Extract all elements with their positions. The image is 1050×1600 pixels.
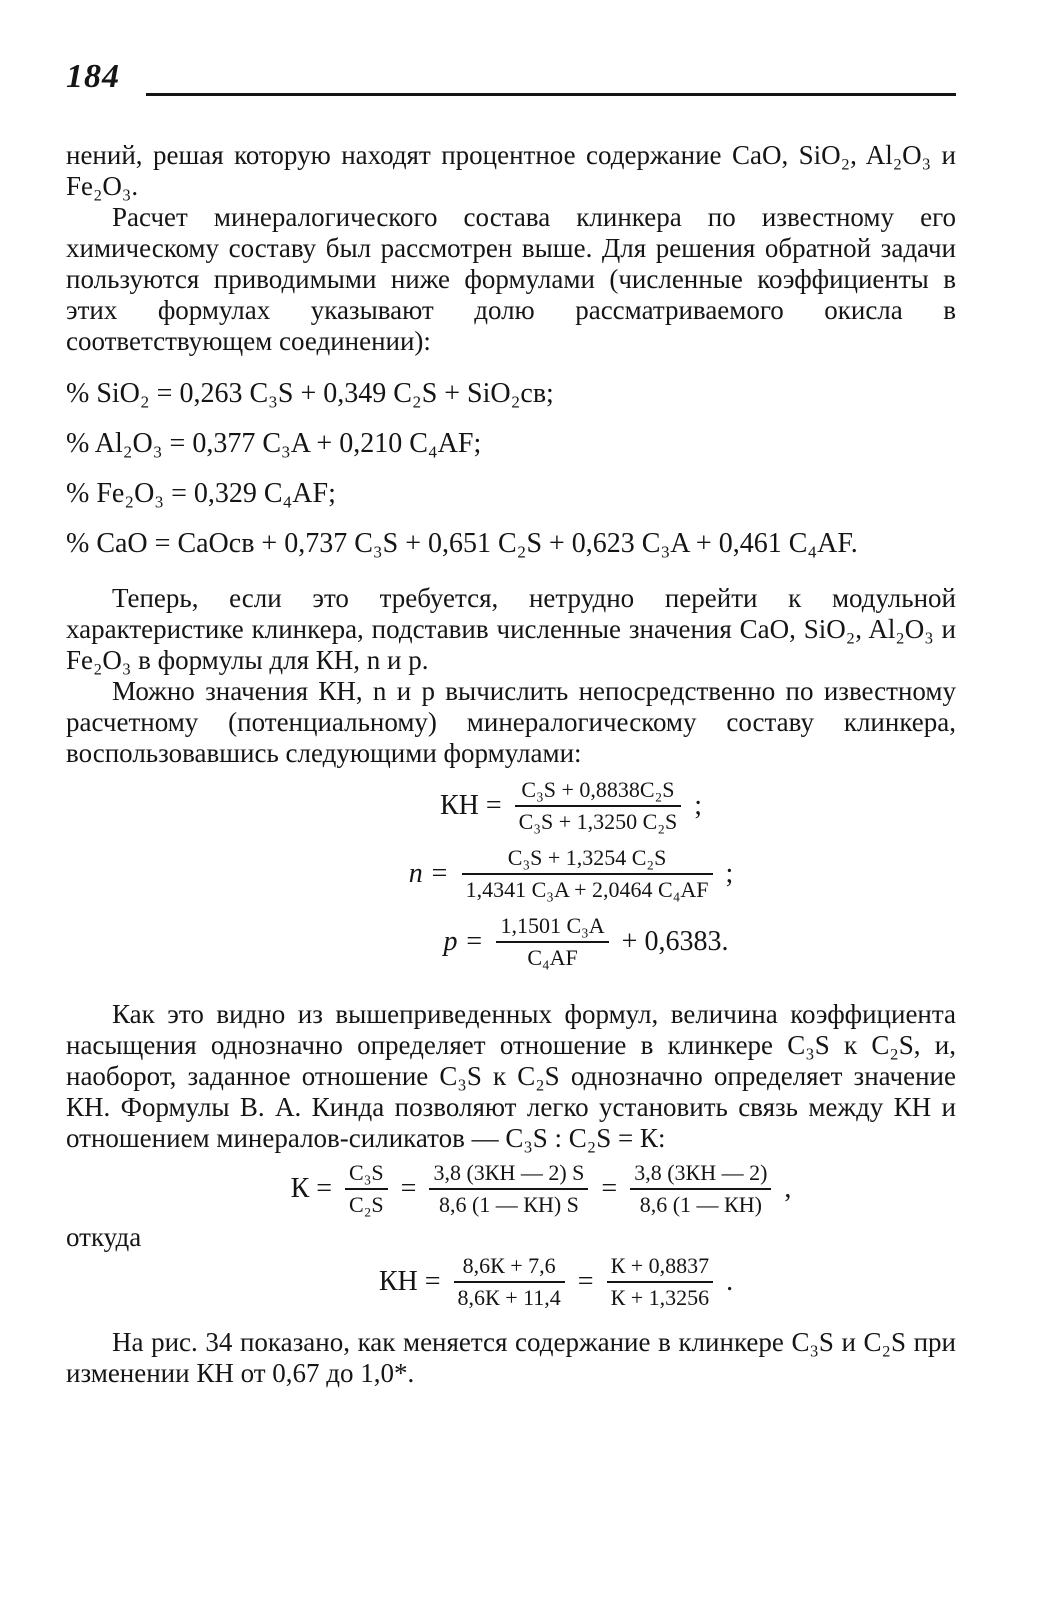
paragraph-2: Расчет минералогического состава клинкера по известному его химическому составу был рассмотрен выше. Для решения обратной задачи пользуются приводимыми ниже формулами (численные коэффициенты в этих формулах указывают долю рассматриваемого окисла в соответствующем соединении): (66, 202, 956, 356)
paragraph-6: На рис. 34 показано, как меняется содержание в клинкере C₃S и C₂S при изменении КН от 0,67 до 1,0*. (66, 1327, 956, 1388)
formula-k-fraction-3-numerator: 3,8 (3КН — 2) (630, 1160, 771, 1190)
formula-k-fraction-2-numerator: 3,8 (3КН — 2) S (429, 1160, 588, 1190)
formula-k-equals-1: = (400, 1173, 417, 1204)
page-number: 184 (66, 58, 120, 95)
formula-kn-numerator: C₃S + 0,8838C₂S (515, 777, 682, 807)
oxide-formulas (66, 369, 956, 569)
formula-k-fraction-3 (630, 1160, 771, 1218)
formula-k-fraction-1-denominator: C₂S (349, 1192, 384, 1217)
formula-n-denominator: 1,4341 C₃A + 2,0464 C₄AF (465, 877, 709, 902)
formula-p-lhs: p = (443, 926, 484, 957)
formula-kn-kind-fraction-1-numerator: 8,6К + 7,6 (454, 1253, 565, 1283)
paragraph-5: Как это видно из вышеприведенных формул, величина коэффициента насыщения однозначно определяет отношение в клинкере C₃S к C₂S, и, наоборот, заданное отношение C₃S к C₂S однозначно определяет значение КН. Формулы В. А. Кинда позволяют легко установить связь между КН и отношением минералов-силикатов — C₃S : C₂S = К: (66, 999, 956, 1153)
formula-al2o3: % Al₂O₃ = 0,377 C₃A + 0,210 C₄AF; (66, 428, 482, 459)
formula-kn-tail: ; (694, 790, 703, 821)
formula-k-tail: , (784, 1173, 792, 1204)
formula-n-fraction (462, 845, 713, 903)
page-body (66, 140, 956, 1389)
formula-k-fraction-1 (345, 1160, 388, 1218)
formula-kn-kind-tail: . (726, 1266, 734, 1297)
formula-n (66, 845, 956, 903)
formula-kn-kind-fraction-2-denominator: К + 1,3256 (610, 1285, 710, 1310)
formula-k (66, 1160, 956, 1218)
formula-p-numerator: 1,1501 C₃A (496, 913, 608, 943)
formula-kn-kind-fraction-2-numerator: К + 0,8837 (607, 1253, 714, 1283)
kind-formulas (66, 1160, 956, 1311)
formula-fe2o3: % Fe₂O₃ = 0,329 C₄AF; (66, 478, 336, 509)
formula-kn-fraction (515, 777, 682, 835)
paragraph-1: нений, решая которую находят процентное содержание CaO, SiO₂, Al₂O₃ и Fe₂O₃. (66, 140, 956, 201)
formula-p-denominator: C₄AF (527, 945, 578, 970)
formula-k-fraction-1-numerator: C₃S (345, 1160, 388, 1190)
formula-kn-kind-fraction-1 (454, 1253, 565, 1311)
formula-n-numerator: C₃S + 1,3254 C₂S (462, 845, 713, 875)
formula-kn (66, 777, 956, 835)
formula-kn-kind-fraction-2 (607, 1253, 714, 1311)
formula-p-fraction (496, 913, 608, 971)
formula-k-fraction-2 (429, 1160, 588, 1218)
formula-cao: % CaO = CaOсв + 0,737 C₃S + 0,651 C₂S + 0,623 C₃A + 0,461 C₄AF. (66, 528, 858, 559)
formula-k-equals-2: = (601, 1173, 618, 1204)
word-otkuda: откуда (66, 1222, 142, 1252)
header-rule (146, 93, 956, 96)
formula-p (66, 913, 956, 971)
formula-kn-kind (66, 1253, 956, 1311)
formula-kn-lhs: КН = (439, 790, 502, 821)
formula-kn-kind-lhs: КН = (378, 1266, 441, 1297)
formula-n-tail: ; (725, 858, 734, 889)
formula-p-tail: + 0,6383. (621, 926, 729, 957)
paragraph-4: Можно значения КН, n и p вычислить непосредственно по известному расчетному (потенциальному) минералогическому составу клинкера, воспользовавшись следующими формулами: (66, 676, 956, 768)
formula-kn-denominator: C₃S + 1,3250 C₂S (518, 809, 678, 834)
formula-k-fraction-3-denominator: 8,6 (1 — КН) (639, 1192, 762, 1217)
formula-k-fraction-2-denominator: 8,6 (1 — КН) S (438, 1192, 579, 1217)
formula-kn-kind-equals: = (577, 1266, 594, 1297)
formula-k-lhs: К = (290, 1173, 333, 1204)
page-header (66, 58, 956, 98)
formula-kn-kind-fraction-1-denominator: 8,6К + 11,4 (457, 1285, 561, 1310)
formula-n-lhs: n = (408, 858, 449, 889)
formula-sio2: % SiO₂ = 0,263 C₃S + 0,349 C₂S + SiO₂св; (66, 378, 554, 409)
modulus-formulas (66, 777, 956, 971)
paragraph-3: Теперь, если это требуется, нетрудно перейти к модульной характеристике клинкера, подставив численные значения CaO, SiO₂, Al₂O₃ и Fe₂O₃ в формулы для КН, n и p. (66, 583, 956, 675)
